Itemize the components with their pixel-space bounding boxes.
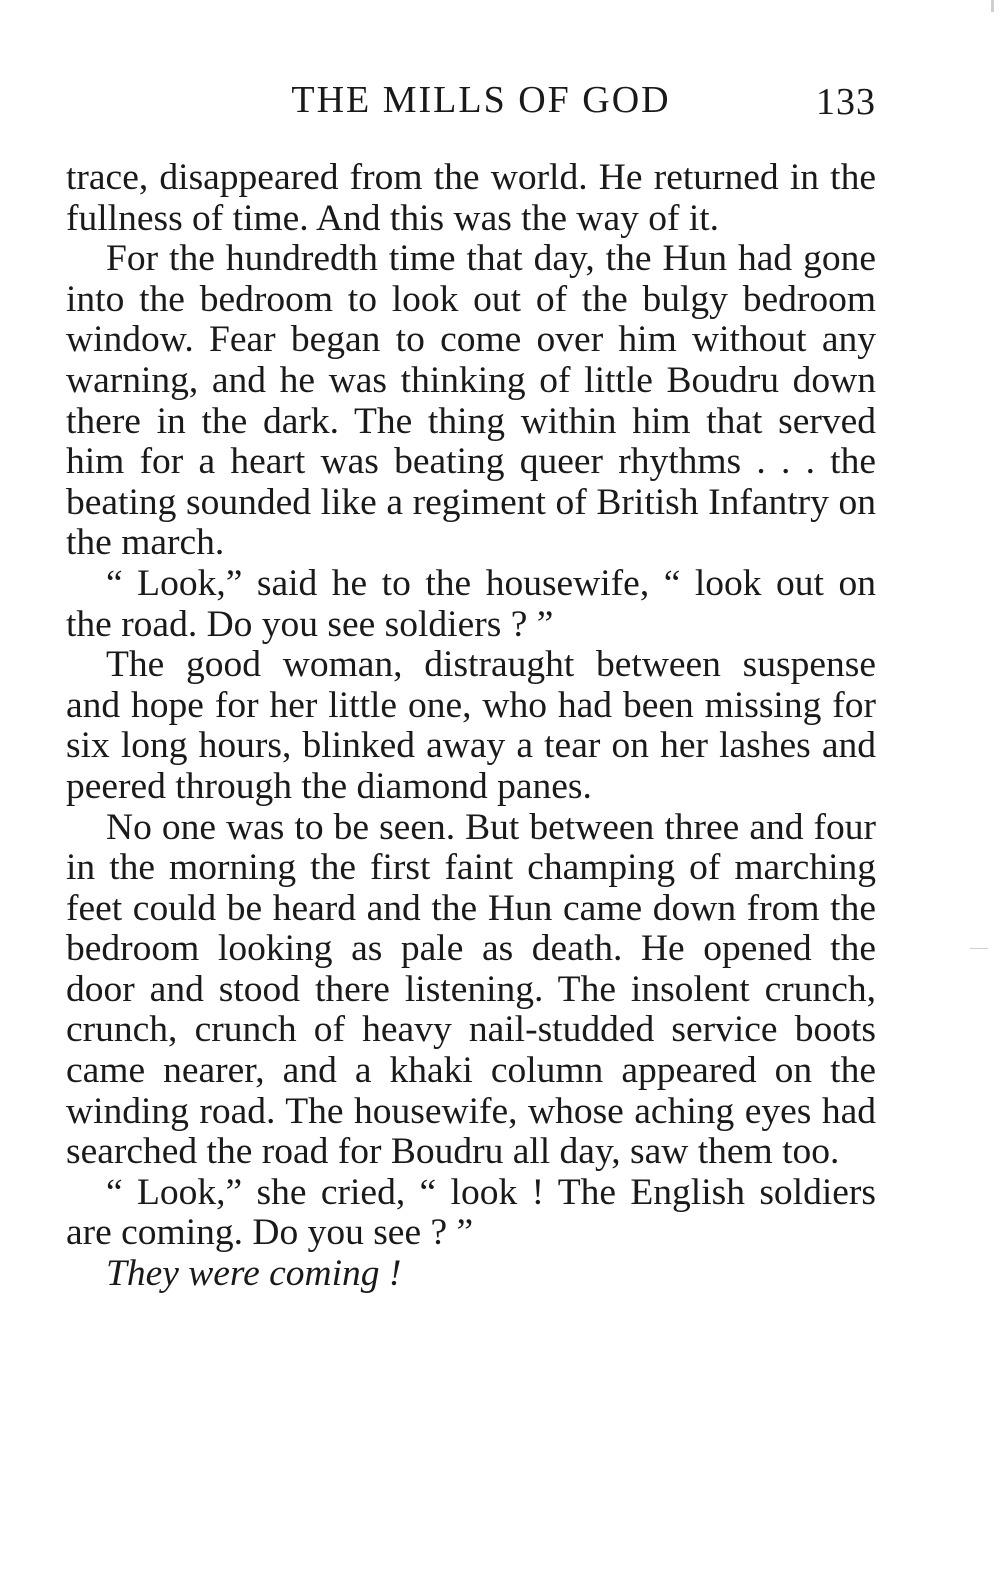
paragraph-continuation: trace, disappeared from the world. He returned in the fullness of time. And this was the way of it.	[66, 157, 876, 239]
page-number: 133	[816, 81, 876, 123]
running-title: THE MILLS OF GOD	[291, 79, 671, 121]
paragraph: No one was to be seen. But between three and four in the morning the first faint champing of marching feet could be heard and the Hun came down from the bedroom looking as pale as death. He opened the door and stood there listening. The insolent crunch, crunch, crunch of heavy nail-studded service boots came nearer, and a khaki column appeared on the winding road. The housewife, whose aching eyes had searched the road for Boudru all day, saw them too.	[66, 806, 876, 1173]
scan-edge-mark	[991, 0, 994, 12]
paragraph: For the hundredth time that day, the Hun had gone into the bedroom to look out of the bulgy bedroom window. Fear began to come over him without any warning, and he was thinking of little Boudru down there in the dark. The thing within him that served him for a heart was beating queer rhythms . . . the beating sounded like a regiment of British Infantry on the march.	[66, 238, 876, 564]
paragraph-closing-italic: They were coming !	[106, 1253, 402, 1295]
body-text	[66, 158, 876, 1295]
paragraph-dialogue: “ Look,” she cried, “ look ! The English soldiers are coming. Do you see ? ”	[66, 1171, 876, 1254]
paragraph-dialogue: “ Look,” said he to the housewife, “ look out on the road. Do you see soldiers ? ”	[66, 562, 876, 645]
scan-edge-mark	[970, 948, 988, 949]
running-head	[66, 78, 876, 128]
paragraph: The good woman, distraught between suspense and hope for her little one, who had been missing for six long hours, blinked away a tear on her lashes and peered through the diamond panes.	[66, 644, 876, 807]
